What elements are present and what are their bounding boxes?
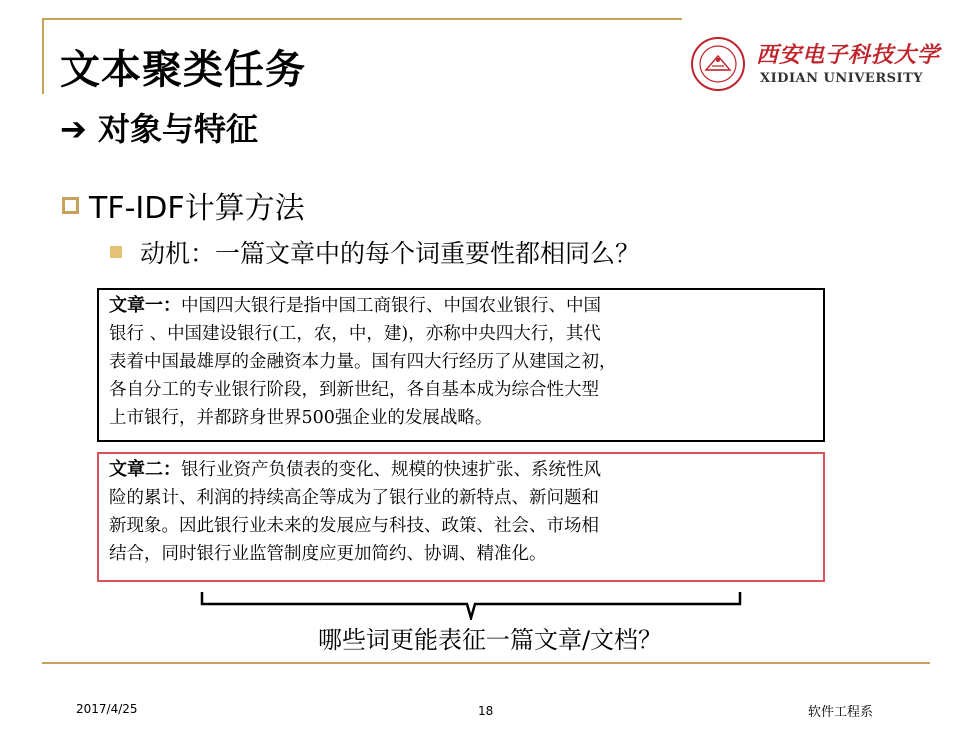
article-one-line: 上市银行，并都跻身世界500强企业的发展战略。 [109,408,493,428]
university-name-cn: 西安电子科技大学 [756,42,941,68]
footer-divider [42,662,930,664]
bullet-level1 [62,183,305,227]
curly-brace-icon [198,590,744,620]
article-one-label: 文章一： [109,295,181,316]
bullet-level2 [110,234,640,270]
hollow-square-bullet-icon [62,197,79,214]
page-number: 18 [478,704,494,718]
article-two-box [97,452,825,582]
article-one-line: 文章一：中国四大银行是指中国工商银行、中国农业银行、中国 [109,295,601,316]
article-two-line: 新现象。因此银行业未来的发展应与科技、政策、社会、市场相 [109,516,599,536]
accent-horizontal-line [42,18,682,20]
accent-vertical-line [42,18,44,94]
footer-department: 软件工程系 [808,705,874,720]
article-two-line: 结合，同时银行业监管制度应更加简约、协调、精准化。 [109,544,547,564]
article-two-line: 文章二：银行业资产负债表的变化、规模的快速扩张、系统性风 [109,459,601,480]
article-two-label: 文章二： [109,459,181,480]
university-name-en: XIDIAN UNIVERSITY [760,71,924,86]
filled-square-bullet-icon [110,246,122,258]
article-one-line: 各自分工的专业银行阶段，到新世纪，各自基本成为综合性大型 [109,380,599,400]
article-two-line: 险的累计、利润的持续高企等成为了银行业的新特点、新问题和 [109,488,599,508]
article-one-line: 表着中国最雄厚的金融资本力量。国有四大行经历了从建国之初， [109,352,617,372]
slide-subtitle: ➔ 对象与特征 [60,110,258,148]
bullet-level1-text: TF-IDF计算方法 [89,191,305,226]
slide-title: 文本聚类任务 [60,47,306,93]
article-one-box [97,288,825,442]
footer-date: 2017/4/25 [76,702,138,716]
bullet-level2-text: 动机：一篇文章中的每个词重要性都相同么？ [140,239,641,268]
university-seal-icon [690,36,746,92]
question-text: 哪些词更能表征一篇文章/文档？ [317,626,663,654]
article-one-line: 银行 、中国建设银行(工，农，中，建)，亦称中央四大行，其代 [109,324,601,344]
